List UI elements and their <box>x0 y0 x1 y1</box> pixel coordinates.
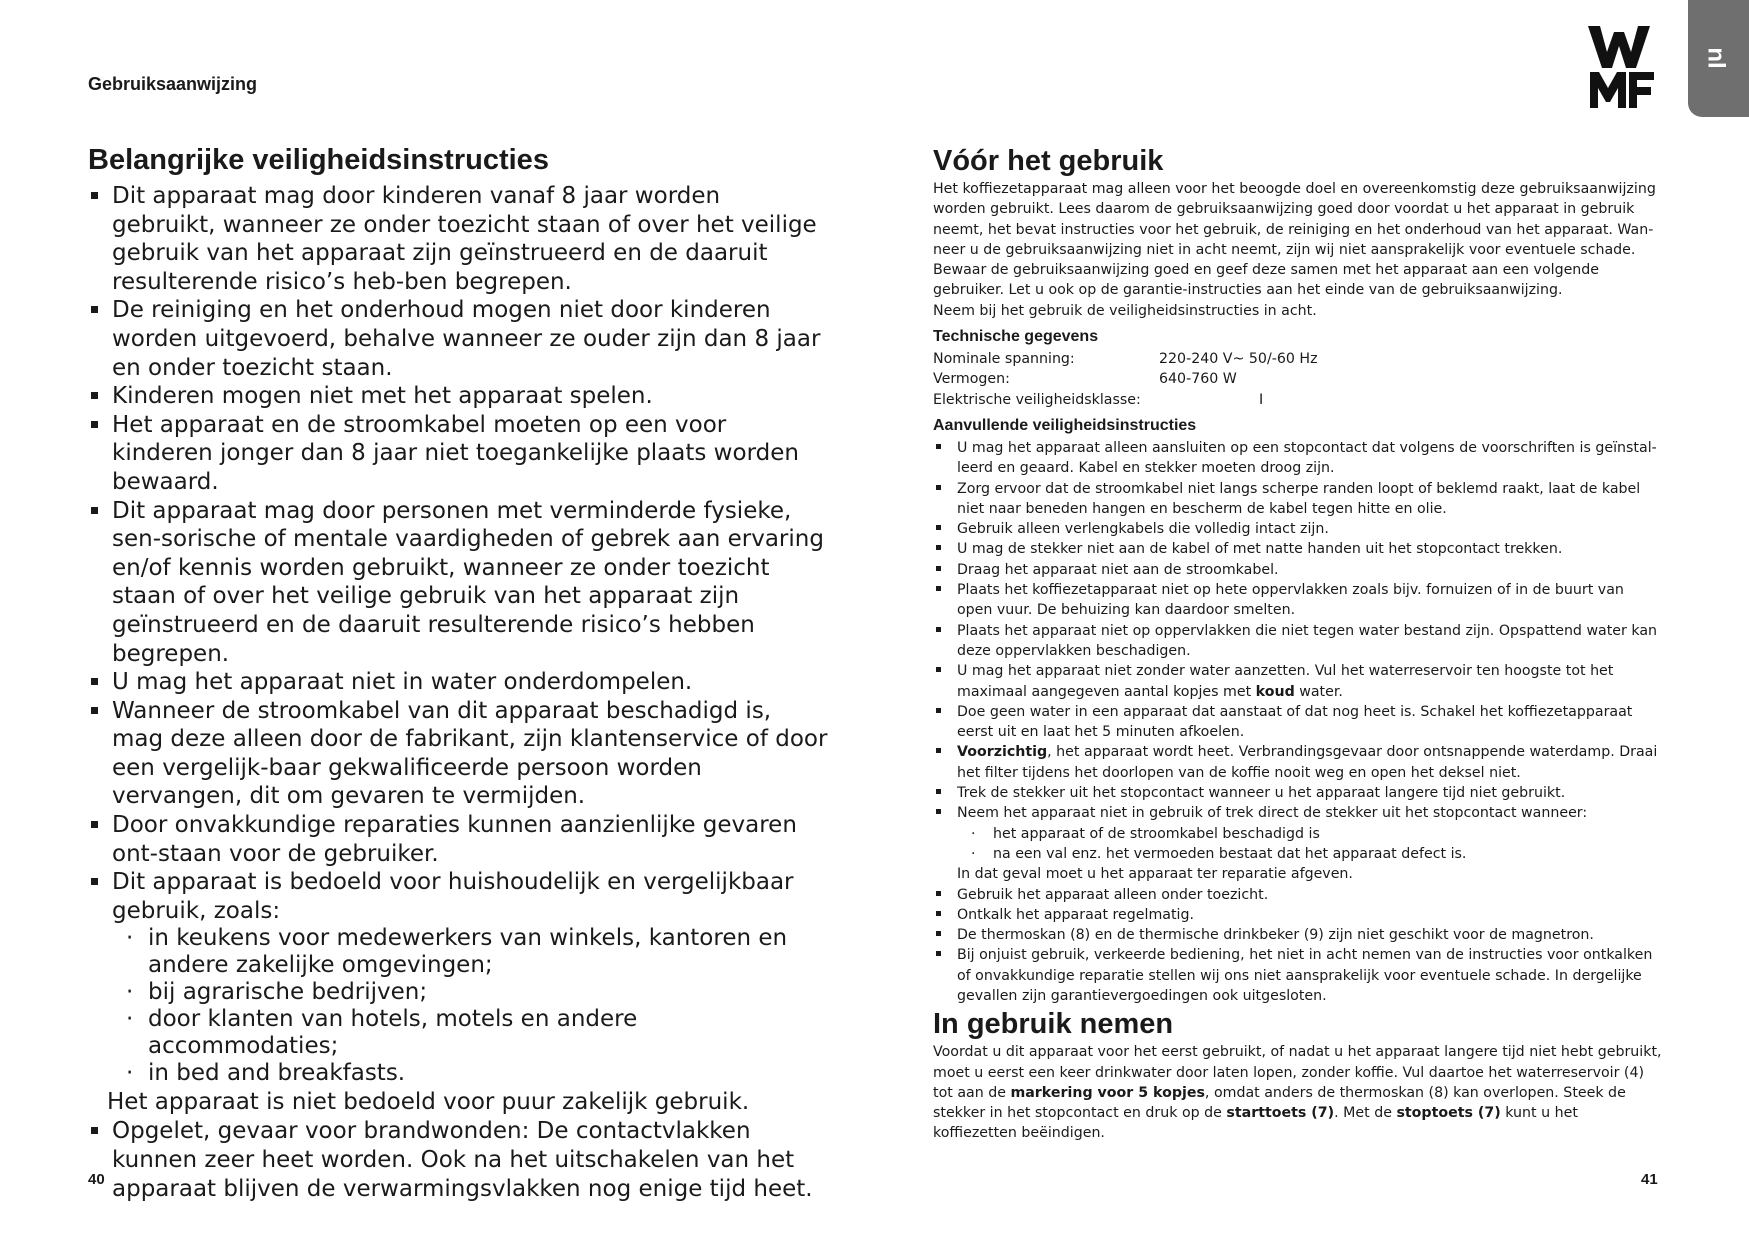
first-use-bold-start: starttoets (7) <box>1226 1105 1335 1122</box>
usage-example-text: in keukens voor medewerkers van winkels, kantoren en andere zakelijke omgevingen; <box>148 925 788 979</box>
language-tab-label: nl <box>1702 47 1730 69</box>
first-use-text-3: . Met de <box>1334 1105 1397 1122</box>
extra-safety-text: Gebruik alleen verlengkabels die volledig intact zijn. <box>957 521 1329 538</box>
spec-label: Vermogen: <box>933 371 1010 388</box>
extra-safety-item <box>933 580 1663 621</box>
page-number-right: 41 <box>1641 1171 1658 1188</box>
language-tab[interactable] <box>1688 0 1749 117</box>
bullet-square-icon <box>91 707 98 714</box>
safety-item-text: Het apparaat en de stroomkabel moeten op een voor kinderen jonger dan 8 jaar niet toegankelijke plaats worden bewaard. <box>112 411 799 495</box>
extra-safety-heading: Aanvullende veiligheidsinstructies <box>933 416 1197 434</box>
extra-safety-item <box>933 479 1663 520</box>
safety-item <box>88 411 828 497</box>
safety-item <box>88 182 828 296</box>
bullet-square-icon <box>936 911 941 916</box>
bullet-square-icon <box>936 951 941 956</box>
extra-safety-item <box>933 560 1663 580</box>
defect-condition-text: na een val enz. het vermoeden bestaat dat het apparaat defect is. <box>993 845 1467 862</box>
bullet-square-icon <box>936 566 941 571</box>
bullet-square-icon <box>91 1127 98 1134</box>
manual-header-label: Gebruiksaanwijzing <box>88 74 258 94</box>
defect-conditions-list <box>957 824 1663 865</box>
spec-label: Nominale spanning: <box>933 351 1075 368</box>
bullet-dot-icon: · <box>971 825 976 842</box>
safety-item <box>88 668 828 697</box>
bullet-square-icon <box>936 586 941 591</box>
extra-safety-text: U mag het apparaat alleen aansluiten op een stopcontact dat volgens de voorschriften is geïnstal-leerd en geaard. Kabel en stekker moeten droog zijn. <box>957 439 1657 477</box>
first-use-text <box>933 1042 1663 1143</box>
repair-note: In dat geval moet u het apparaat ter reparatie afgeven. <box>957 866 1353 883</box>
bullet-square-icon <box>91 821 98 828</box>
bullet-dot-icon: · <box>971 845 976 862</box>
safety-item-text: Kinderen mogen niet met het apparaat spelen. <box>112 383 653 410</box>
bullet-square-icon <box>936 809 941 814</box>
business-use-note: Het apparaat is niet bedoeld voor puur zakelijk gebruik. <box>107 1089 750 1116</box>
extra-safety-text: Zorg ervoor dat de stroomkabel niet langs scherpe randen loopt of beklemd raakt, laat de kabel niet naar beneden hangen en bescherm de kabel tegen hitte en olie. <box>957 480 1641 517</box>
safety-item <box>88 382 828 411</box>
defect-condition <box>969 844 1663 864</box>
safety-item-text: U mag het apparaat niet in water onderdompelen. <box>112 669 693 696</box>
extra-safety-item <box>933 905 1663 925</box>
extra-safety-text: Ontkalk het apparaat regelmatig. <box>957 906 1194 923</box>
usage-examples-list <box>112 925 828 1087</box>
spec-value: I <box>1259 391 1264 408</box>
before-use-safety-note: Neem bij het gebruik de veiligheidsinstructies in acht. <box>933 302 1317 319</box>
spec-value: 640-760 W <box>1159 371 1237 388</box>
extra-safety-item <box>933 519 1663 539</box>
first-use-text-2: , omdat anders de thermoskan (8) kan overlopen. Steek de stekker in het stopcontact en druk op de <box>933 1084 1626 1122</box>
extra-safety-text: Trek de stekker uit het stopcontact wanneer u het apparaat langere tijd niet gebruikt. <box>957 785 1566 802</box>
extra-safety-text: Gebruik het apparaat alleen onder toezicht. <box>957 886 1269 903</box>
extra-safety-text: U mag de stekker niet aan de kabel of met natte handen uit het stopcontact trekken. <box>957 541 1563 558</box>
safety-item-text: Opgelet, gevaar voor brandwonden: De contactvlakken kunnen zeer heet worden. Ook na het uitschakelen van het apparaat blijven de verwarmingsvlakken nog enige tijd heet. <box>112 1118 813 1202</box>
caution-text: , het apparaat wordt heet. Verbrandingsgevaar door ontsnappende waterdamp. Draai het filter tijdens het doorlopen van de koffie nooit weg en open het deksel niet. <box>957 744 1658 781</box>
before-use-intro: Het koffiezetapparaat mag alleen voor het beoogde doel en overeenkomstig deze gebruiksaanwijzing worden gebruikt. Lees daarom de gebruiksaanwijzing goed door voordat u het apparaat in gebruik neemt, het bevat instructies voor het gebruik, de reiniging en het onderhoud van het apparaat. Wan-neer u de gebruiksaanwijzing niet in acht neemt, zijn wij niet aansprakelijk voor eventuele schade. Bewaar de gebruiksaanwijzing goed en geef deze samen met het apparaat aan een volgende gebruiker. Let u ook op de garantie-instructies aan het einde van de gebruiksaanwijzing. <box>933 181 1656 299</box>
page-number-left: 40 <box>88 1171 105 1188</box>
defect-condition-text: het apparaat of de stroomkabel beschadigd is <box>993 825 1320 842</box>
extra-safety-item <box>933 925 1663 945</box>
safety-item <box>88 697 828 811</box>
bullet-square-icon <box>936 891 941 896</box>
extra-safety-text: Plaats het apparaat niet op oppervlakken die niet tegen water bestand zijn. Opspattend water kan deze oppervlakken beschadigen. <box>957 622 1658 659</box>
safety-item <box>88 497 828 669</box>
spec-value: 220-240 V~ 50/-60 Hz <box>1159 351 1318 368</box>
bullet-square-icon <box>936 627 941 632</box>
first-use-text-1: Voordat u dit apparaat voor het eerst gebruikt, of nadat u het apparaat langere tijd niet hebt gebruikt, moet u eerst een keer drinkwater door laten lopen, zonder koffie. Vul daartoe het waterreservoir (4) tot aan de <box>933 1044 1662 1101</box>
right-page <box>933 143 1663 1144</box>
extra-safety-text: Neem het apparaat niet in gebruik of trek direct de stekker uit het stopcontact wanneer: <box>957 805 1588 822</box>
safety-item <box>88 811 828 868</box>
bullet-dot-icon: · <box>126 1006 134 1033</box>
bullet-dot-icon: · <box>126 1060 134 1087</box>
spec-label: Elektrische veiligheidsklasse: <box>933 391 1141 408</box>
safety-item-text: Dit apparaat mag door kinderen vanaf 8 jaar worden gebruikt, wanneer ze onder toezicht staan of over het veilige gebruik van het apparaat zijn geïnstrueerd en de daaruit resulterende risico’s heb-ben begrepen. <box>112 183 817 295</box>
safety-item <box>88 868 828 1087</box>
extra-safety-item <box>933 783 1663 803</box>
usage-example <box>124 979 828 1006</box>
bullet-square-icon <box>936 525 941 530</box>
bullet-square-icon <box>91 392 98 399</box>
bullet-square-icon <box>91 192 98 199</box>
extra-safety-text: Plaats het koffiezetapparaat niet op hete oppervlakken zoals bijv. fornuizen of in de buurt van open vuur. De behuizing kan daardoor smelten. <box>957 582 1624 619</box>
water-item-text: U mag het apparaat niet zonder water aanzetten. Vul het waterreservoir ten hoogste tot het maximaal aangegeven aantal kopjes met <box>957 663 1614 700</box>
safety-title: Belangrijke veiligheidsinstructies <box>88 144 549 176</box>
bullet-square-icon <box>91 878 98 885</box>
first-use-title: In gebruik nemen <box>933 1008 1174 1041</box>
usage-example <box>124 1006 828 1060</box>
usage-example <box>124 1060 828 1087</box>
usage-example-text: bij agrarische bedrijven; <box>148 979 428 1006</box>
extra-safety-list-end <box>933 885 1663 1007</box>
bullet-square-icon <box>91 306 98 313</box>
defect-condition <box>969 824 1663 844</box>
bullet-dot-icon: · <box>126 925 134 952</box>
extra-safety-text: Bij onjuist gebruik, verkeerde bediening, het niet in acht nemen van de instructies voor ontkalken of onvakkundige reparatie stellen wij ons niet aansprakelijk voor eventuele schade. In dergelijke gevallen zijn garantievergoedingen ook uitgesloten. <box>957 947 1653 1004</box>
bullet-square-icon <box>91 507 98 514</box>
extra-safety-item <box>933 702 1663 743</box>
extra-safety-item <box>933 661 1663 702</box>
safety-item <box>88 1117 828 1203</box>
safety-list-end <box>88 1117 828 1203</box>
technical-data-heading: Technische gegevens <box>933 328 1099 346</box>
safety-item-text: Wanneer de stroomkabel van dit apparaat beschadigd is, mag deze alleen door de fabrikant, zijn klantenservice of door een vergelijk-baar gekwalificeerde persoon worden vervangen, dit om gevaren te vermijden. <box>112 697 828 810</box>
safety-item-text: Door onvakkundige reparaties kunnen aanzienlijke gevaren ont-staan voor de gebruiker. <box>112 812 797 867</box>
safety-list <box>88 182 828 1087</box>
extra-safety-item <box>933 438 1663 479</box>
before-use-title: Vóór het gebruik <box>933 145 1164 177</box>
extra-safety-text: Doe geen water in een apparaat dat aanstaat of dat nog heet is. Schakel het koffiezetapparaat eerst uit en laat het 5 minuten afkoelen. <box>957 703 1633 741</box>
usage-example-text: door klanten van hotels, motels en andere accommodaties; <box>148 1006 638 1060</box>
bullet-square-icon <box>91 678 98 685</box>
spec-row <box>933 349 1663 369</box>
extra-safety-text: Draag het apparaat niet aan de stroomkabel. <box>957 561 1279 578</box>
bullet-square-icon <box>936 667 941 672</box>
bullet-square-icon <box>91 421 98 428</box>
bullet-square-icon <box>936 708 941 713</box>
bullet-square-icon <box>936 485 941 490</box>
extra-safety-item <box>933 803 1663 864</box>
extra-safety-list <box>933 438 1663 864</box>
safety-item-text: Dit apparaat is bedoeld voor huishoudelijk en vergelijkbaar gebruik, zoals: <box>112 869 794 924</box>
first-use-bold-marking: markering voor 5 kopjes <box>1010 1084 1205 1101</box>
caution-bold: Voorzichtig <box>957 744 1048 761</box>
usage-example-text: in bed and breakfasts. <box>148 1060 406 1087</box>
first-use-text-4: kunt u het koffiezetten beëindigen. <box>933 1105 1578 1142</box>
safety-item-text: Dit apparaat mag door personen met verminderde fysieke, sen-sorische of mentale vaardigheden of gebrek aan ervaring en/of kennis worden gebruikt, wanneer ze onder toezicht staan of over het veilige gebruik van het apparaat zijn geïnstrueerd en de daaruit resulterende risico’s hebben begrepen. <box>112 497 824 667</box>
bullet-square-icon <box>936 545 941 550</box>
bullet-square-icon <box>936 444 941 449</box>
bullet-square-icon <box>936 748 941 753</box>
safety-item-text: De reiniging en het onderhoud mogen niet door kinderen worden uitgevoerd, behalve wanneer ze ouder zijn dan 8 jaar en onder toezicht staan. <box>112 297 821 381</box>
extra-safety-item <box>933 539 1663 559</box>
bullet-dot-icon: · <box>126 979 134 1006</box>
water-item-bold: koud <box>1255 683 1295 700</box>
extra-safety-item <box>933 945 1663 1006</box>
first-use-bold-stop: stoptoets (7) <box>1396 1105 1501 1122</box>
safety-item <box>88 296 828 382</box>
left-page <box>88 142 828 1203</box>
wmf-logo <box>1588 26 1656 108</box>
extra-safety-text: De thermoskan (8) en de thermische drinkbeker (9) zijn niet geschikt voor de magnetron. <box>957 927 1594 944</box>
spec-row <box>933 369 1663 389</box>
extra-safety-item <box>933 885 1663 905</box>
water-item-text-end: water. <box>1294 683 1343 700</box>
spec-row <box>933 390 1663 410</box>
extra-safety-item <box>933 742 1663 783</box>
bullet-square-icon <box>936 789 941 794</box>
bullet-square-icon <box>936 931 941 936</box>
usage-example <box>124 925 828 979</box>
extra-safety-item <box>933 621 1663 662</box>
